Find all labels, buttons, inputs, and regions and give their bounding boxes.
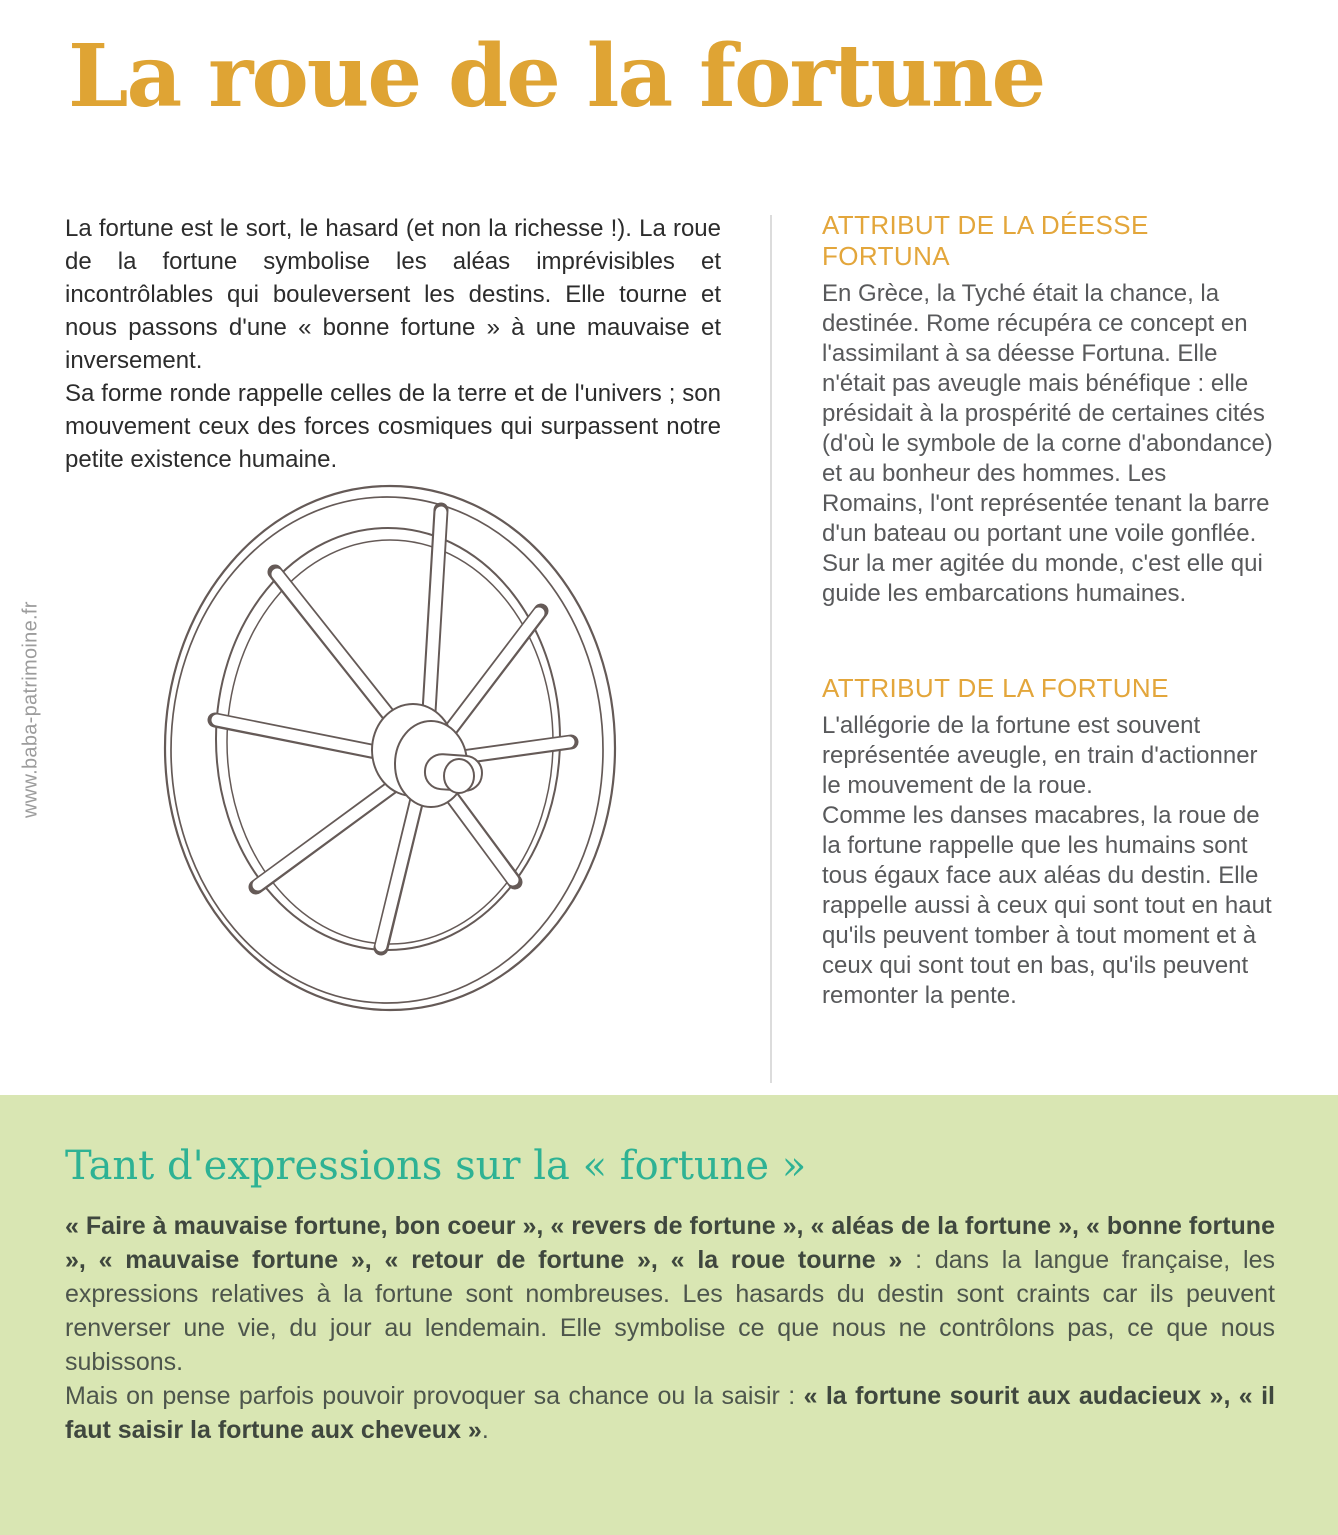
section-fortune-paragraph-1: L'allégorie de la fortune est souvent représentée aveugle, en train d'actionner le mouvement de la roue. [822,712,1258,799]
section-deesse-fortuna [822,210,1274,609]
wheel-icon [158,480,618,1015]
expressions-panel [0,1095,1338,1535]
section-fortune-paragraph-2: Comme les danses macabres, la roue de la fortune rappelle que les humains sont tous égaux face aux aléas du destin. Elle rappelle aussi à ceux qui sont tout en haut qu'ils peuvent tomber à tout moment et à ceux qui sont tout en bas, qu'ils peuvent remonter la pente. [822,802,1272,1009]
attributes-column [822,210,1274,1011]
wheel-of-fortune-illustration [158,480,618,1015]
section-heading-fortuna: ATTRIBUT DE LA DÉESSE FORTUNA [822,210,1149,271]
intro-column [65,212,721,476]
page-title: La roue de la fortune [68,26,1045,127]
column-divider [770,215,772,1083]
section-fortune [822,673,1274,1011]
section-fortuna-paragraph: En Grèce, la Tyché était la chance, la destinée. Rome récupéra ce concept en l'assimilant à sa déesse Fortuna. Elle n'était pas aveugle mais bénéfique : elle présidait à la prospérité de certaines cités (d'où le symbole de la corne d'abondance) et au bonheur des hommes. Les Romains, l'ont représentée tenant la barre d'un bateau ou portant une voile gonflée. Sur la mer agitée du monde, c'est elle qui guide les embarcations humaines. [822,280,1273,607]
expressions-paragraph-1: « Faire à mauvaise fortune, bon coeur », « revers de fortune », « aléas de la fortune », « bonne fortune », « mauvaise fortune », « retour de fortune », « la roue tourne » : dans la langue française, les expressions relatives à la fortune sont nombreuses. Les hasards du destin sont craints car ils peuvent renverser une vie, du jour au lendemain. Elle symbolise ce que nous ne contrôlons pas, ce que nous subissons. [65,1212,1275,1376]
intro-paragraph-2: Sa forme ronde rappelle celles de la terre et de l'univers ; son mouvement ceux des forces cosmiques qui surpassent notre petite existence humaine. [65,380,721,473]
site-url-vertical: www.baba-patrimoine.fr [19,601,42,818]
expressions-paragraph-2: Mais on pense parfois pouvoir provoquer sa chance ou la saisir : « la fortune sourit aux audacieux », « il faut saisir la fortune aux cheveux ». [65,1382,1275,1444]
intro-paragraph-1: La fortune est le sort, le hasard (et non la richesse !). La roue de la fortune symbolise les aléas imprévisibles et incontrôlables qui bouleversent les destins. Elle tourne et nous passons d'une « bonne fortune » à une mauvaise et inversement. [65,215,721,374]
expressions-heading: Tant d'expressions sur la « fortune » [65,1143,807,1189]
section-heading-fortune: ATTRIBUT DE LA FORTUNE [822,673,1169,703]
